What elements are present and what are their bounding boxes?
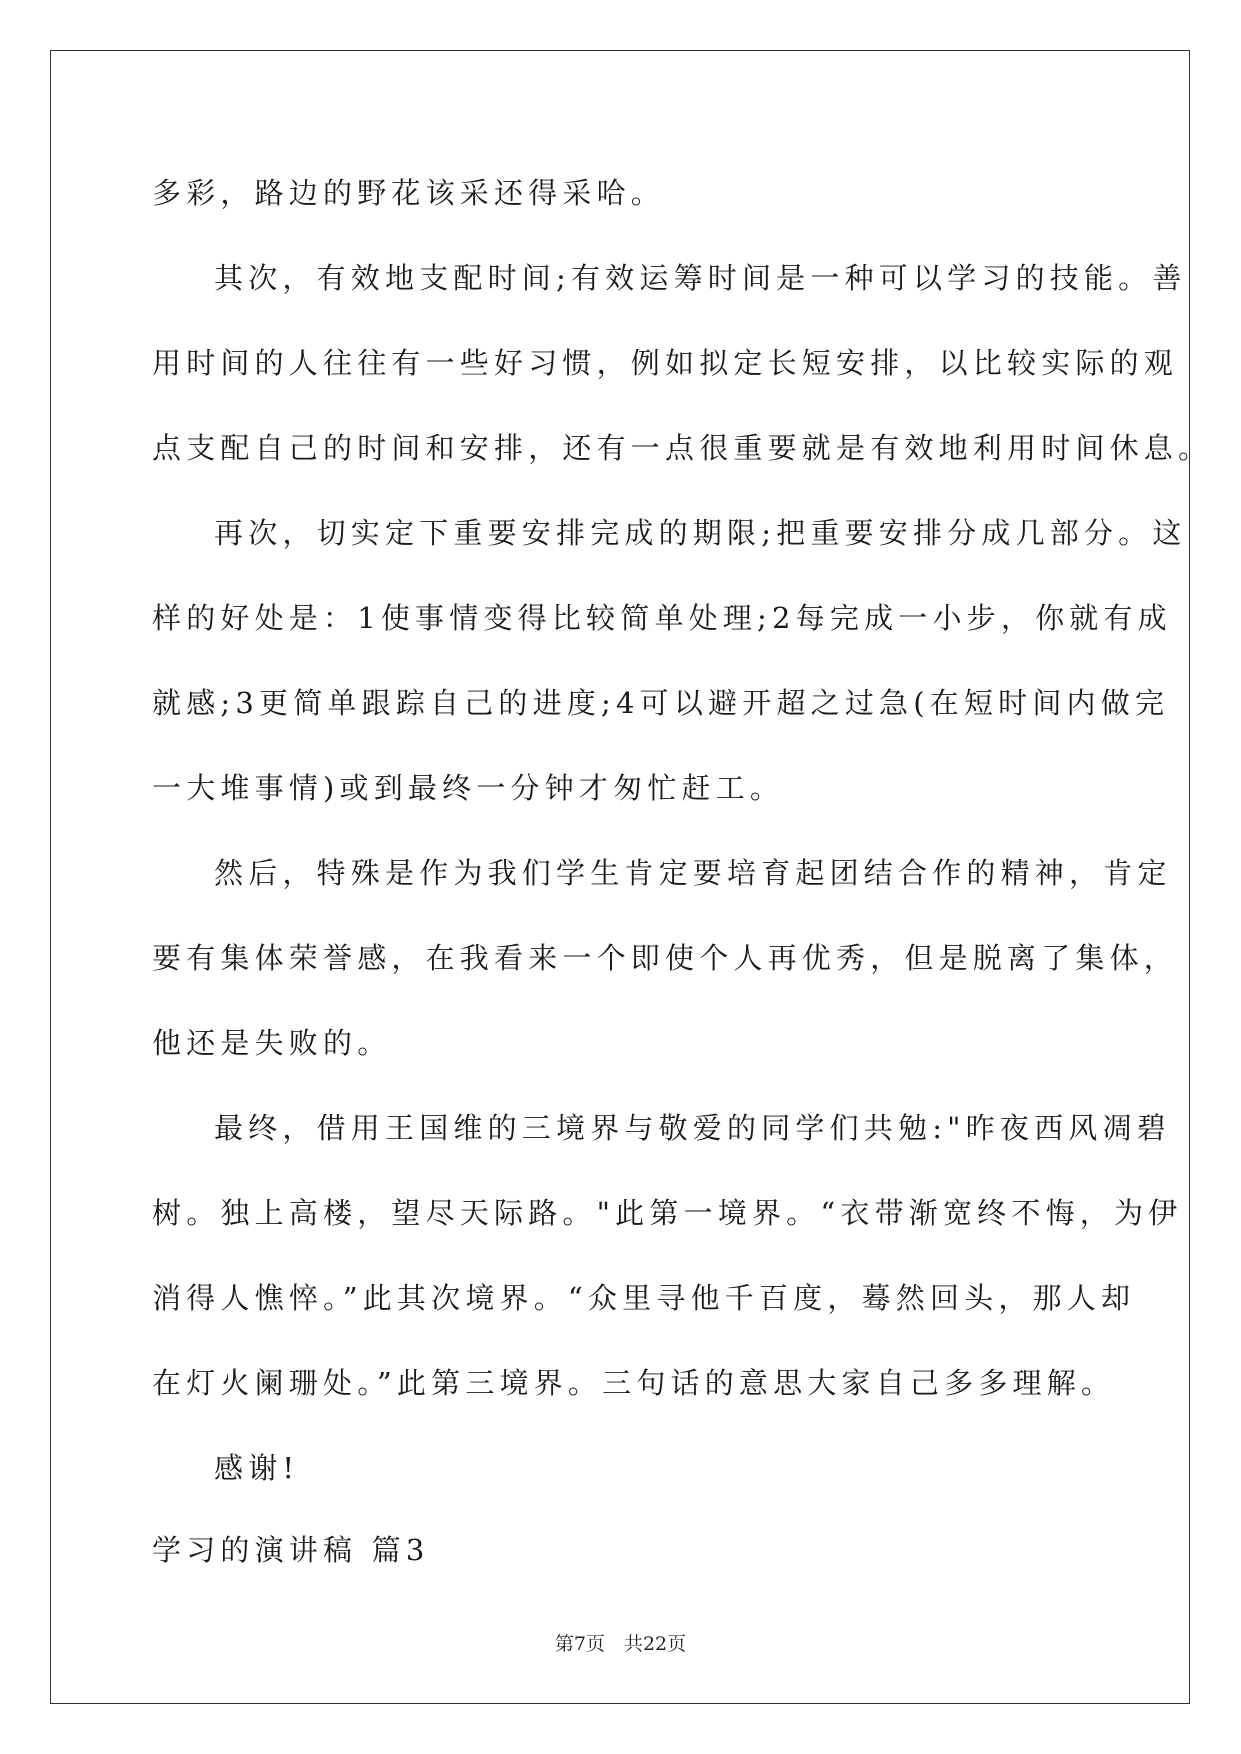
- body-line-7: 就感;3更简单跟踪自己的进度;4可以避开超之过急(在短时间内做完: [152, 686, 1170, 720]
- body-line-13: 树。独上高楼，望尽天际路。"此第一境界。“衣带渐宽终不悔，为伊: [152, 1196, 1183, 1230]
- body-line-4: 点支配自己的时间和安排，还有一点很重要就是有效地利用时间休息。: [152, 431, 1213, 465]
- body-line-6: 样的好处是：1使事情变得比较简单处理;2每完成一小步，你就有成: [152, 601, 1172, 635]
- body-line-11: 他还是失败的。: [152, 1026, 392, 1060]
- body-line-2: 其次，有效地支配时间;有效运筹时间是一种可以学习的技能。善: [214, 261, 1187, 295]
- body-line-15: 在灯火阑珊处。”此第三境界。三句话的意思大家自己多多理解。: [152, 1366, 1116, 1400]
- body-line-9: 然后，特殊是作为我们学生肯定要培育起团结合作的精神，肯定: [214, 856, 1172, 890]
- page-number-footer: 第7页 共22页: [554, 1633, 687, 1655]
- body-line-8: 一大堆事情)或到最终一分钟才匆忙赶工。: [152, 771, 785, 805]
- body-line-12: 最终，借用王国维的三境界与敬爱的同学们共勉:"昨夜西风凋碧: [214, 1111, 1171, 1145]
- body-line-10: 要有集体荣誉感，在我看来一个即使个人再优秀，但是脱离了集体，: [152, 941, 1179, 975]
- thanks-line: 感谢!: [214, 1451, 300, 1485]
- section-heading: 学习的演讲稿 篇3: [152, 1533, 430, 1567]
- body-line-3: 用时间的人往往有一些好习惯，例如拟定长短安排，以比较实际的观: [152, 346, 1179, 380]
- body-line-1: 多彩，路边的野花该采还得采哈。: [152, 176, 666, 210]
- body-line-5: 再次，切实定下重要安排完成的期限;把重要安排分成几部分。这: [214, 516, 1187, 550]
- body-line-14: 消得人憔悴。”此其次境界。“众里寻他千百度，蓦然回头，那人却: [152, 1281, 1136, 1315]
